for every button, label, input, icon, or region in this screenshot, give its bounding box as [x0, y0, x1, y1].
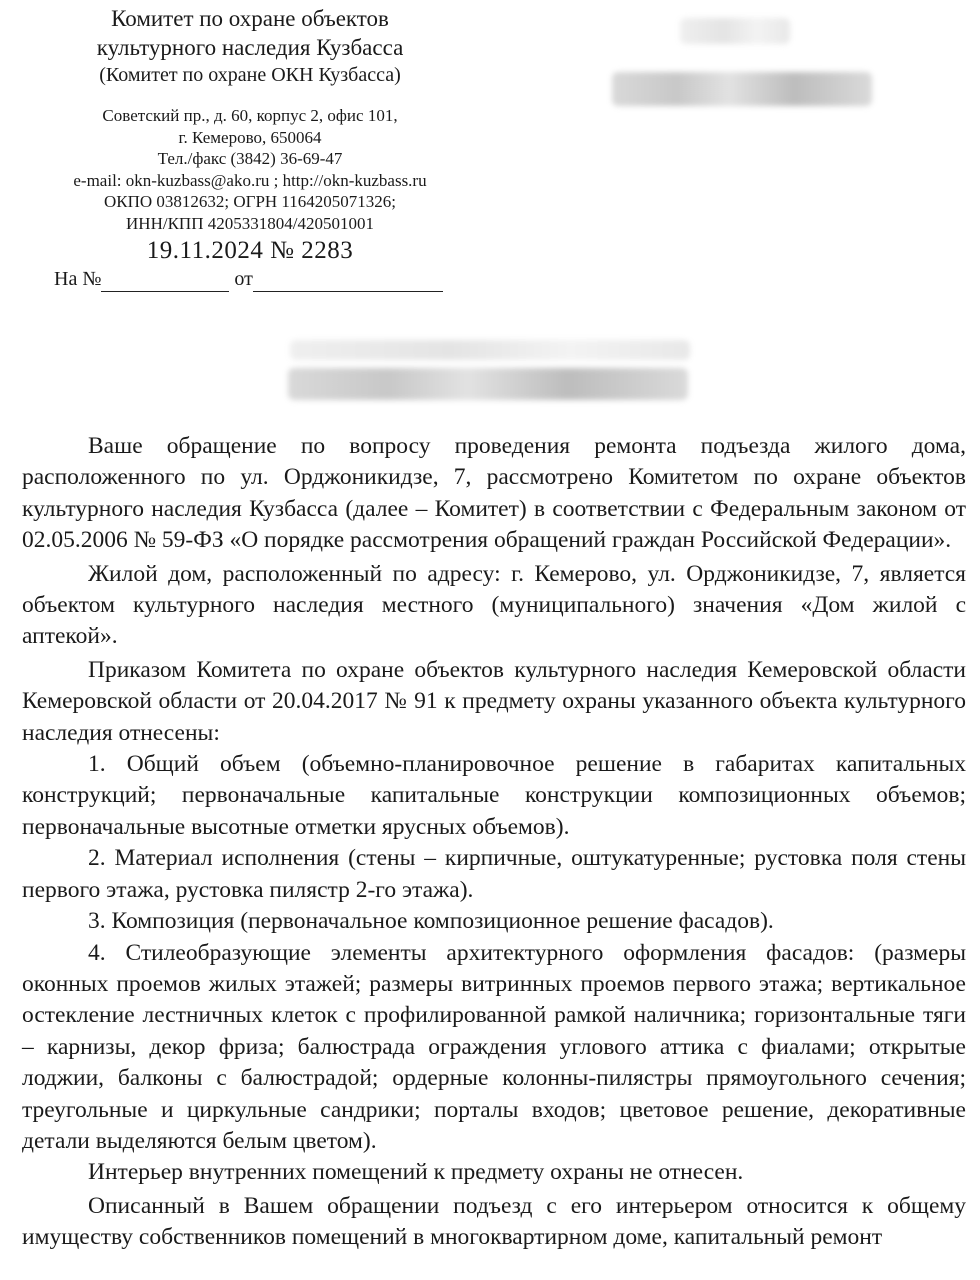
ref-from-label: от — [234, 268, 253, 290]
org-name-line2: культурного наследия Кузбасса — [96, 35, 404, 60]
ref-date-blank — [253, 271, 443, 292]
address-line1: Советский пр., д. 60, корпус 2, офис 101, — [102, 106, 398, 125]
redacted-recipient — [612, 72, 872, 106]
ref-number-blank — [101, 271, 229, 292]
inn-line: ИНН/КПП 4205331804/420501001 — [126, 213, 374, 233]
redacted-area — [680, 18, 790, 44]
redacted-salutation — [288, 368, 688, 400]
codes-line: ОКПО 03812632; ОГРН 1164205071326; — [103, 192, 397, 211]
list-item: 1. Общий объем (объемно-планировочное решение в габаритах капитальных конструкций; первоначальные капитальные конструкции композиционных объемов; первоначальные высотные отметки ярусных объемов). — [22, 751, 966, 840]
org-name-line1: Комитет по охране объектов — [111, 6, 389, 31]
paragraph: Описанный в Вашем обращении подъезд с его интерьером относится к общему имуществу собственников помещений в многоквартирном доме, капитальный ремонт — [22, 1192, 966, 1251]
ref-label: На № — [54, 268, 102, 290]
reference-line — [54, 266, 443, 292]
phone-line: Тел./факс (3842) 36-69-47 — [157, 149, 343, 168]
letterhead — [40, 4, 460, 266]
paragraph: Жилой дом, расположенный по адресу: г. Кемерово, ул. Орджоникидзе, 7, является объектом культурного наследия местного (муниципального) значения «Дом жилой с аптекой». — [22, 560, 966, 650]
list-item: 2. Материал исполнения (стены – кирпичные, оштукатуренные; рустовка поля стены первого этажа, рустовка пилястр 2-го этажа). — [22, 845, 966, 903]
org-short-name: (Комитет по охране ОКН Кузбасса) — [99, 64, 401, 86]
paragraph: Ваше обращение по вопросу проведения ремонта подъезда жилого дома, расположенного по ул. Орджоникидзе, 7, рассмотрено Комитетом по охране объектов культурного наследия Кузбасса (далее – Комитет) в соответствии с Федеральным законом от 02.05.2006 № 59-ФЗ «О порядке рассмотрения обращений граждан Российской Федерации». — [22, 433, 966, 554]
list-item: 4. Стилеобразующие элементы архитектурного оформления фасадов: (размеры оконных проемов жилых этажей; размеры витринных проемов первого этажа; вертикальное остекление лестничных клеток с профилированной рамкой наличника; горизонтальные тяги – карнизы, декор фриза; балюстрада ограждения углового аттика с фиалами; открытые лоджии, балконы с балюстрадой; ордерные колонны-пилястры прямоугольного сечения; треугольные и циркульные сандрики; порталы входов; цветовое решение, декоративные детали выделяются белым цветом). — [22, 939, 966, 1154]
email-web-line: e-mail: okn-kuzbass@ako.ru ; http://okn-kuzbass.ru — [73, 170, 427, 190]
address-line2: г. Кемерово, 650064 — [178, 127, 322, 147]
redacted-area — [290, 340, 690, 360]
paragraph: Приказом Комитета по охране объектов культурного наследия Кемеровской области Кемеровской области от 20.04.2017 № 91 к предмету охраны указанного объекта культурного наследия отнесены: — [22, 656, 966, 746]
contact-block — [40, 105, 460, 234]
letter-body — [22, 431, 966, 1254]
registration-number: 19.11.2024 № 2283 — [146, 237, 354, 264]
list-item: 3. Композиция (первоначальное композиционное решение фасадов). — [88, 908, 774, 935]
paragraph: Интерьер внутренних помещений к предмету охраны не отнесен. — [88, 1159, 744, 1186]
